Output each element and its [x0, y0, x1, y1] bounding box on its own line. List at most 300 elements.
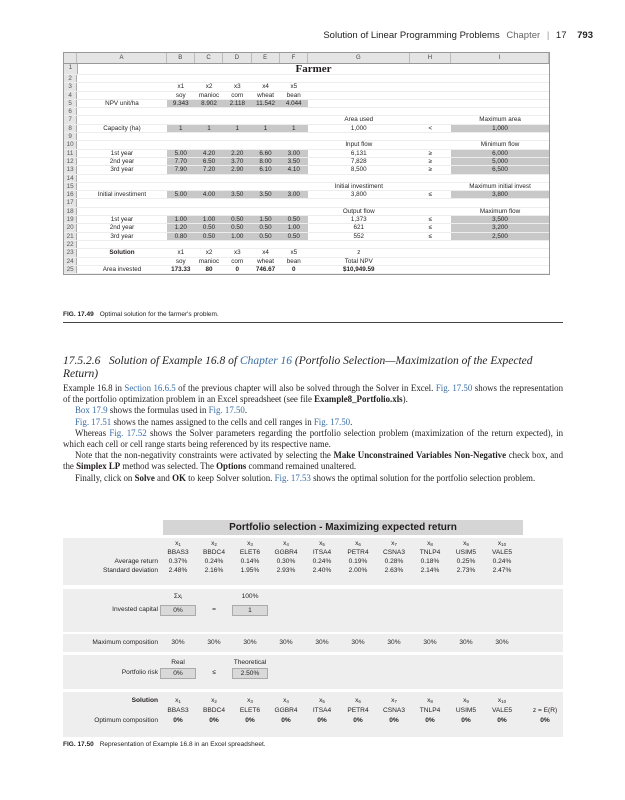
- sheet-cell[interactable]: 0%: [461, 717, 471, 724]
- sheet-cell[interactable]: 2.90: [223, 166, 251, 173]
- sheet-cell[interactable]: 1,373: [350, 216, 367, 224]
- sheet-cell[interactable]: [410, 108, 451, 115]
- sheet-cell[interactable]: ELET6: [239, 549, 261, 556]
- column-header[interactable]: A: [77, 53, 166, 63]
- sheet-cell[interactable]: 30%: [351, 639, 365, 646]
- sheet-cell[interactable]: 2nd year: [109, 157, 135, 165]
- sheet-cell[interactable]: Real: [171, 659, 185, 666]
- sheet-cell[interactable]: 0.24%: [204, 558, 224, 565]
- sheet-cell[interactable]: PETR4: [347, 707, 369, 714]
- sheet-cell[interactable]: [410, 133, 451, 140]
- sheet-cell[interactable]: soy: [175, 91, 186, 99]
- sheet-cell[interactable]: 0.80: [167, 233, 195, 240]
- sheet-cell[interactable]: 0%: [173, 717, 183, 724]
- row-number[interactable]: 9: [64, 133, 77, 140]
- sheet-cell[interactable]: ITSA4: [312, 707, 332, 714]
- sheet-cell[interactable]: 0.19%: [348, 558, 368, 565]
- sheet-cell[interactable]: $10,949.59: [343, 265, 375, 273]
- row-number[interactable]: 11: [64, 150, 77, 157]
- sheet-cell[interactable]: [251, 108, 279, 115]
- sheet-cell[interactable]: [77, 175, 166, 182]
- row-number[interactable]: 10: [64, 141, 77, 148]
- column-header[interactable]: D: [223, 53, 251, 63]
- sheet-cell[interactable]: Theoretical: [233, 659, 267, 666]
- sheet-cell[interactable]: Capacity (ha): [103, 124, 141, 132]
- portfolio-risk-limit[interactable]: 2.50%: [232, 668, 268, 679]
- sheet-cell[interactable]: 0.24%: [312, 558, 332, 565]
- sheet-cell[interactable]: soy: [175, 257, 186, 265]
- sheet-cell[interactable]: 2.118: [223, 100, 251, 107]
- sheet-cell[interactable]: 6.10: [251, 166, 279, 173]
- row-number[interactable]: 23: [64, 249, 77, 256]
- sheet-cell[interactable]: [223, 199, 251, 206]
- sheet-cell[interactable]: [167, 108, 195, 115]
- sheet-cell[interactable]: [77, 141, 166, 148]
- column-header[interactable]: H: [410, 53, 451, 63]
- sheet-cell[interactable]: [308, 83, 410, 90]
- sheet-cell[interactable]: [223, 141, 251, 148]
- sheet-cell[interactable]: 6.60: [251, 150, 279, 157]
- figure-link[interactable]: Fig. 17.50: [313, 416, 351, 427]
- sheet-cell[interactable]: 0%: [497, 717, 507, 724]
- sheet-cell[interactable]: 0.50: [280, 216, 308, 223]
- sheet-cell[interactable]: [223, 133, 251, 140]
- sheet-cell[interactable]: 0.50: [223, 216, 251, 223]
- column-header[interactable]: E: [252, 53, 280, 63]
- sheet-cell[interactable]: [167, 75, 195, 82]
- sheet-cell[interactable]: BBDC4: [203, 707, 225, 714]
- sheet-cell[interactable]: [451, 241, 549, 248]
- sheet-cell[interactable]: Maximum flow: [479, 207, 521, 215]
- sheet-cell[interactable]: manioc: [198, 91, 220, 99]
- sheet-cell[interactable]: x3: [233, 83, 241, 91]
- sheet-cell[interactable]: Solution: [109, 249, 135, 257]
- sheet-cell[interactable]: VALE5: [491, 707, 513, 714]
- sheet-cell[interactable]: 0%: [353, 717, 363, 724]
- sheet-cell[interactable]: [410, 258, 451, 265]
- sheet-cell[interactable]: ELET6: [239, 707, 261, 714]
- sheet-cell[interactable]: =: [212, 606, 216, 613]
- sheet-cell[interactable]: TNLP4: [419, 549, 441, 556]
- sheet-cell[interactable]: 3rd year: [110, 232, 134, 240]
- sheet-cell[interactable]: [195, 141, 223, 148]
- sheet-cell[interactable]: 0%: [281, 717, 291, 724]
- sheet-cell[interactable]: x5: [290, 249, 298, 257]
- box-link[interactable]: Box 17.9: [75, 405, 108, 416]
- sheet-cell[interactable]: [167, 133, 195, 140]
- sheet-cell[interactable]: 0.50: [195, 233, 223, 240]
- sheet-cell[interactable]: x2: [205, 83, 213, 91]
- column-header[interactable]: C: [195, 53, 223, 63]
- sheet-cell[interactable]: corn: [231, 257, 244, 265]
- sheet-cell[interactable]: <: [428, 124, 433, 132]
- sheet-cell[interactable]: 0.50: [251, 224, 279, 231]
- sheet-cell[interactable]: 1: [195, 125, 223, 132]
- sheet-cell[interactable]: 2.63%: [384, 567, 404, 574]
- sheet-cell[interactable]: 0.24%: [492, 558, 512, 565]
- sheet-cell[interactable]: x5: [290, 83, 298, 91]
- row-number[interactable]: 20: [64, 224, 77, 231]
- sheet-cell[interactable]: 0.37%: [168, 558, 188, 565]
- sheet-cell[interactable]: 2.93%: [276, 567, 296, 574]
- sheet-cell[interactable]: [280, 208, 308, 215]
- sheet-cell[interactable]: 9.343: [167, 100, 195, 107]
- sheet-cell[interactable]: 1: [167, 125, 195, 132]
- sheet-cell[interactable]: 4.044: [280, 100, 308, 107]
- sheet-cell[interactable]: GGBR4: [274, 549, 298, 556]
- column-header[interactable]: F: [280, 53, 308, 63]
- sheet-cell[interactable]: 746.67: [255, 265, 276, 273]
- sheet-cell[interactable]: 7.20: [195, 166, 223, 173]
- sheet-cell[interactable]: [451, 83, 549, 90]
- sheet-cell[interactable]: [451, 175, 549, 182]
- sheet-cell[interactable]: 2.73%: [456, 567, 476, 574]
- sheet-cell[interactable]: [77, 208, 166, 215]
- sheet-cell[interactable]: [410, 266, 451, 273]
- sheet-cell[interactable]: 0.14%: [240, 558, 260, 565]
- sheet-cell[interactable]: 0.30%: [276, 558, 296, 565]
- figure-link[interactable]: Fig. 17.51: [75, 416, 112, 427]
- sheet-cell[interactable]: [280, 199, 308, 206]
- sheet-cell[interactable]: [223, 183, 251, 190]
- sheet-cell[interactable]: [167, 241, 195, 248]
- row-number[interactable]: 3: [64, 83, 77, 90]
- sheet-cell[interactable]: x3: [233, 249, 241, 257]
- sheet-cell[interactable]: 173.33: [171, 265, 191, 273]
- sheet-cell[interactable]: 7.70: [167, 158, 195, 165]
- sheet-cell[interactable]: [308, 108, 410, 115]
- sheet-cell[interactable]: [308, 199, 410, 206]
- sheet-cell[interactable]: 6,131: [350, 149, 367, 157]
- sheet-cell[interactable]: [451, 133, 549, 140]
- sheet-cell[interactable]: [251, 75, 279, 82]
- sheet-cell[interactable]: [195, 108, 223, 115]
- sheet-cell[interactable]: x1: [177, 83, 185, 91]
- row-number[interactable]: 12: [64, 158, 77, 165]
- sheet-cell[interactable]: 6.50: [195, 158, 223, 165]
- sheet-cell[interactable]: [223, 108, 251, 115]
- sheet-cell[interactable]: Maximum area: [479, 116, 521, 124]
- row-number[interactable]: 16: [64, 191, 77, 198]
- sheet-cell[interactable]: [280, 141, 308, 148]
- sheet-cell[interactable]: 3.70: [223, 158, 251, 165]
- sheet-cell[interactable]: VALE5: [491, 549, 513, 556]
- sheet-cell[interactable]: 0.50: [195, 224, 223, 231]
- sheet-cell[interactable]: [223, 175, 251, 182]
- sheet-cell[interactable]: BBAS3: [167, 549, 189, 556]
- sheet-cell[interactable]: 1.00: [280, 224, 308, 231]
- sheet-cell[interactable]: USIM5: [455, 707, 477, 714]
- sheet-cell[interactable]: 4.00: [195, 191, 223, 198]
- sheet-cell[interactable]: [451, 266, 549, 273]
- sheet-cell[interactable]: 100%: [241, 593, 259, 600]
- sheet-cell[interactable]: 1.20: [167, 224, 195, 231]
- sheet-cell[interactable]: [77, 183, 166, 190]
- sheet-cell[interactable]: [251, 133, 279, 140]
- sheet-cell[interactable]: x1: [177, 249, 185, 257]
- sheet-cell[interactable]: [280, 75, 308, 82]
- sheet-cell[interactable]: x4: [262, 83, 269, 91]
- sheet-cell[interactable]: ≤: [428, 191, 433, 199]
- sheet-cell[interactable]: 0.50: [251, 233, 279, 240]
- sheet-cell[interactable]: [77, 75, 166, 82]
- sheet-cell[interactable]: TNLP4: [419, 707, 441, 714]
- column-header[interactable]: I: [451, 53, 549, 63]
- sheet-cell[interactable]: [251, 208, 279, 215]
- sheet-cell[interactable]: 5.00: [167, 150, 195, 157]
- sheet-cell[interactable]: Minimum flow: [480, 141, 520, 149]
- sheet-cell[interactable]: [167, 183, 195, 190]
- sheet-cell[interactable]: [280, 116, 308, 123]
- sheet-cell[interactable]: 1: [223, 125, 251, 132]
- sheet-cell[interactable]: 80: [205, 265, 213, 273]
- sheet-cell[interactable]: [280, 241, 308, 248]
- row-number[interactable]: 24: [64, 258, 77, 265]
- sheet-cell[interactable]: [451, 249, 549, 256]
- sheet-cell[interactable]: [195, 208, 223, 215]
- row-number[interactable]: 5: [64, 100, 77, 107]
- sheet-cell[interactable]: [451, 108, 549, 115]
- sheet-cell[interactable]: [451, 199, 549, 206]
- row-number[interactable]: 2: [64, 75, 77, 82]
- sheet-cell[interactable]: 0.18%: [420, 558, 440, 565]
- sheet-cell[interactable]: [167, 199, 195, 206]
- sheet-cell[interactable]: 1.95%: [240, 567, 260, 574]
- sheet-cell[interactable]: 0.28%: [384, 558, 404, 565]
- sheet-cell[interactable]: 1: [251, 125, 279, 132]
- sheet-cell[interactable]: [195, 199, 223, 206]
- sheet-cell[interactable]: ≤: [212, 669, 216, 676]
- row-number[interactable]: 7: [64, 116, 77, 123]
- portfolio-risk-cell[interactable]: 0%: [160, 668, 196, 679]
- sheet-cell[interactable]: 7.90: [167, 166, 195, 173]
- sheet-cell[interactable]: 5.00: [167, 191, 195, 198]
- sheet-cell[interactable]: [451, 100, 549, 107]
- sheet-cell[interactable]: 3.00: [280, 150, 308, 157]
- sheet-cell[interactable]: Maximum initial invest: [469, 182, 531, 190]
- sheet-cell[interactable]: Output flow: [342, 207, 375, 215]
- sheet-cell[interactable]: [410, 116, 451, 123]
- sheet-cell[interactable]: 2.14%: [420, 567, 440, 574]
- sheet-cell[interactable]: [195, 183, 223, 190]
- sheet-cell[interactable]: 0%: [425, 717, 435, 724]
- sheet-cell[interactable]: [308, 100, 410, 107]
- sheet-cell[interactable]: 3rd year: [110, 166, 134, 174]
- sheet-cell[interactable]: 552: [353, 232, 365, 240]
- sheet-cell[interactable]: [167, 116, 195, 123]
- sheet-cell[interactable]: [251, 241, 279, 248]
- sheet-cell[interactable]: [451, 92, 549, 99]
- sheet-cell[interactable]: 2.20: [223, 150, 251, 157]
- sheet-cell[interactable]: USIM5: [455, 549, 477, 556]
- sheet-cell[interactable]: [251, 199, 279, 206]
- sheet-cell[interactable]: 2.47%: [492, 567, 512, 574]
- sheet-cell[interactable]: 8.902: [195, 100, 223, 107]
- sheet-cell[interactable]: CSNA3: [383, 549, 405, 556]
- sheet-cell[interactable]: [308, 75, 410, 82]
- sheet-cell[interactable]: Input flow: [345, 141, 373, 149]
- sheet-cell[interactable]: 0%: [540, 717, 550, 724]
- sheet-cell[interactable]: 30%: [279, 639, 293, 646]
- row-number[interactable]: 4: [64, 92, 77, 99]
- sheet-cell[interactable]: 6,500: [451, 166, 549, 173]
- sheet-cell[interactable]: bean: [286, 257, 301, 265]
- sheet-cell[interactable]: [223, 208, 251, 215]
- sheet-cell[interactable]: [410, 241, 451, 248]
- sheet-cell[interactable]: [77, 258, 166, 265]
- sheet-cell[interactable]: x4: [262, 249, 269, 257]
- sheet-cell[interactable]: Area used: [344, 116, 374, 124]
- column-header[interactable]: G: [308, 53, 410, 63]
- sheet-cell[interactable]: 1,000: [451, 125, 549, 132]
- sheet-cell[interactable]: [167, 175, 195, 182]
- sheet-cell[interactable]: 2,500: [451, 233, 549, 240]
- sheet-cell[interactable]: Initial investiment: [334, 182, 383, 190]
- sheet-cell[interactable]: [410, 249, 451, 256]
- sheet-cell[interactable]: ≤: [428, 216, 433, 224]
- sheet-cell[interactable]: z: [357, 249, 361, 257]
- sheet-cell[interactable]: [410, 175, 451, 182]
- sheet-cell[interactable]: 1: [280, 125, 308, 132]
- sheet-cell[interactable]: 30%: [171, 639, 185, 646]
- sheet-cell[interactable]: 3,800: [451, 191, 549, 198]
- sheet-cell[interactable]: [167, 141, 195, 148]
- corner-cell[interactable]: [64, 53, 77, 63]
- sheet-cell[interactable]: [410, 183, 451, 190]
- sheet-cell[interactable]: ≥: [428, 166, 433, 174]
- sheet-cell[interactable]: 621: [353, 224, 365, 232]
- sheet-cell[interactable]: 0.50: [280, 233, 308, 240]
- sheet-cell[interactable]: 3.50: [223, 191, 251, 198]
- sheet-cell[interactable]: [280, 183, 308, 190]
- sheet-cell[interactable]: [195, 175, 223, 182]
- sheet-cell[interactable]: [308, 92, 410, 99]
- sheet-cell[interactable]: [410, 92, 451, 99]
- figure-link[interactable]: Fig. 17.52: [109, 427, 147, 438]
- sheet-cell[interactable]: [223, 116, 251, 123]
- row-number[interactable]: 25: [64, 266, 77, 273]
- sheet-cell[interactable]: 30%: [495, 639, 509, 646]
- sheet-cell[interactable]: 3.00: [280, 191, 308, 198]
- sheet-cell[interactable]: ≤: [428, 224, 433, 232]
- sheet-cell[interactable]: BBDC4: [203, 549, 225, 556]
- sheet-cell[interactable]: [308, 133, 410, 140]
- figure-link[interactable]: Fig. 17.53: [274, 472, 311, 483]
- sheet-cell[interactable]: 0.50: [223, 224, 251, 231]
- sheet-cell[interactable]: NPV unit/ha: [105, 99, 139, 107]
- sheet-cell[interactable]: ≥: [428, 149, 433, 157]
- sheet-cell[interactable]: 4.10: [280, 166, 308, 173]
- sheet-cell[interactable]: CSNA3: [383, 707, 405, 714]
- row-number[interactable]: 19: [64, 216, 77, 223]
- sheet-cell[interactable]: z = E(R): [532, 707, 558, 714]
- sheet-cell[interactable]: [280, 175, 308, 182]
- sheet-cell[interactable]: wheat: [257, 91, 274, 99]
- sheet-cell[interactable]: [195, 241, 223, 248]
- invested-capital-cell[interactable]: 0%: [160, 605, 196, 616]
- sheet-cell[interactable]: [251, 116, 279, 123]
- column-header[interactable]: B: [167, 53, 195, 63]
- sheet-cell[interactable]: 3,200: [451, 224, 549, 231]
- row-number[interactable]: 18: [64, 208, 77, 215]
- sheet-cell[interactable]: 6,000: [451, 150, 549, 157]
- sheet-cell[interactable]: 1.00: [167, 216, 195, 223]
- sheet-cell[interactable]: [77, 199, 166, 206]
- sheet-cell[interactable]: [251, 141, 279, 148]
- sheet-cell[interactable]: [195, 116, 223, 123]
- row-number[interactable]: 15: [64, 183, 77, 190]
- sheet-cell[interactable]: 0%: [245, 717, 255, 724]
- sheet-cell[interactable]: Total NPV: [344, 257, 373, 265]
- sheet-cell[interactable]: 1.00: [223, 233, 251, 240]
- sheet-cell[interactable]: ITSA4: [312, 549, 332, 556]
- sheet-cell[interactable]: 1,000: [350, 124, 367, 132]
- sheet-cell[interactable]: 30%: [315, 639, 329, 646]
- sheet-cell[interactable]: [451, 75, 549, 82]
- chapter-16-link[interactable]: Chapter 16: [239, 355, 293, 367]
- sheet-cell[interactable]: 30%: [243, 639, 257, 646]
- invested-capital-limit[interactable]: 1: [232, 605, 268, 616]
- row-number[interactable]: 17: [64, 199, 77, 206]
- sheet-cell[interactable]: GGBR4: [274, 707, 298, 714]
- sheet-cell[interactable]: 0: [292, 265, 296, 273]
- sheet-cell[interactable]: 4.20: [195, 150, 223, 157]
- sheet-cell[interactable]: [251, 183, 279, 190]
- sheet-cell[interactable]: [251, 175, 279, 182]
- sheet-cell[interactable]: 2.16%: [204, 567, 224, 574]
- sheet-cell[interactable]: [308, 175, 410, 182]
- sheet-cell[interactable]: 8,500: [350, 166, 367, 174]
- sheet-cell[interactable]: bean: [286, 91, 301, 99]
- row-number[interactable]: 22: [64, 241, 77, 248]
- sheet-cell[interactable]: [77, 116, 166, 123]
- figure-link[interactable]: Fig. 17.50: [208, 405, 245, 416]
- sheet-cell[interactable]: [223, 75, 251, 82]
- row-number[interactable]: 21: [64, 233, 77, 240]
- row-number[interactable]: 14: [64, 175, 77, 182]
- sheet-cell[interactable]: [410, 199, 451, 206]
- row-number[interactable]: 8: [64, 125, 77, 132]
- sheet-cell[interactable]: [308, 241, 410, 248]
- sheet-cell[interactable]: Area invested: [102, 265, 142, 273]
- sheet-cell[interactable]: 30%: [423, 639, 437, 646]
- sheet-cell[interactable]: [280, 108, 308, 115]
- sheet-cell[interactable]: 3,500: [451, 216, 549, 223]
- sheet-cell[interactable]: [223, 241, 251, 248]
- sheet-cell[interactable]: 11.542: [251, 100, 279, 107]
- sheet-cell[interactable]: 3.50: [280, 158, 308, 165]
- sheet-cell[interactable]: [410, 141, 451, 148]
- sheet-cell[interactable]: wheat: [257, 257, 274, 265]
- sheet-cell[interactable]: 30%: [459, 639, 473, 646]
- sheet-cell[interactable]: 7,828: [350, 157, 367, 165]
- sheet-cell[interactable]: 0.25%: [456, 558, 476, 565]
- sheet-cell[interactable]: PETR4: [347, 549, 369, 556]
- sheet-cell[interactable]: 2.00%: [348, 567, 368, 574]
- sheet-cell[interactable]: 5,000: [451, 158, 549, 165]
- sheet-cell[interactable]: 3.50: [251, 191, 279, 198]
- sheet-cell[interactable]: [410, 83, 451, 90]
- figure-link[interactable]: Fig. 17.50: [435, 383, 473, 393]
- sheet-cell[interactable]: [77, 241, 166, 248]
- sheet-cell[interactable]: [77, 92, 166, 99]
- sheet-cell[interactable]: ≤: [428, 232, 433, 240]
- section-link[interactable]: Section 16.6.5: [124, 383, 176, 393]
- sheet-cell[interactable]: [77, 83, 166, 90]
- sheet-cell[interactable]: ≥: [428, 157, 433, 165]
- sheet-cell[interactable]: x2: [205, 249, 213, 257]
- sheet-cell[interactable]: 30%: [387, 639, 401, 646]
